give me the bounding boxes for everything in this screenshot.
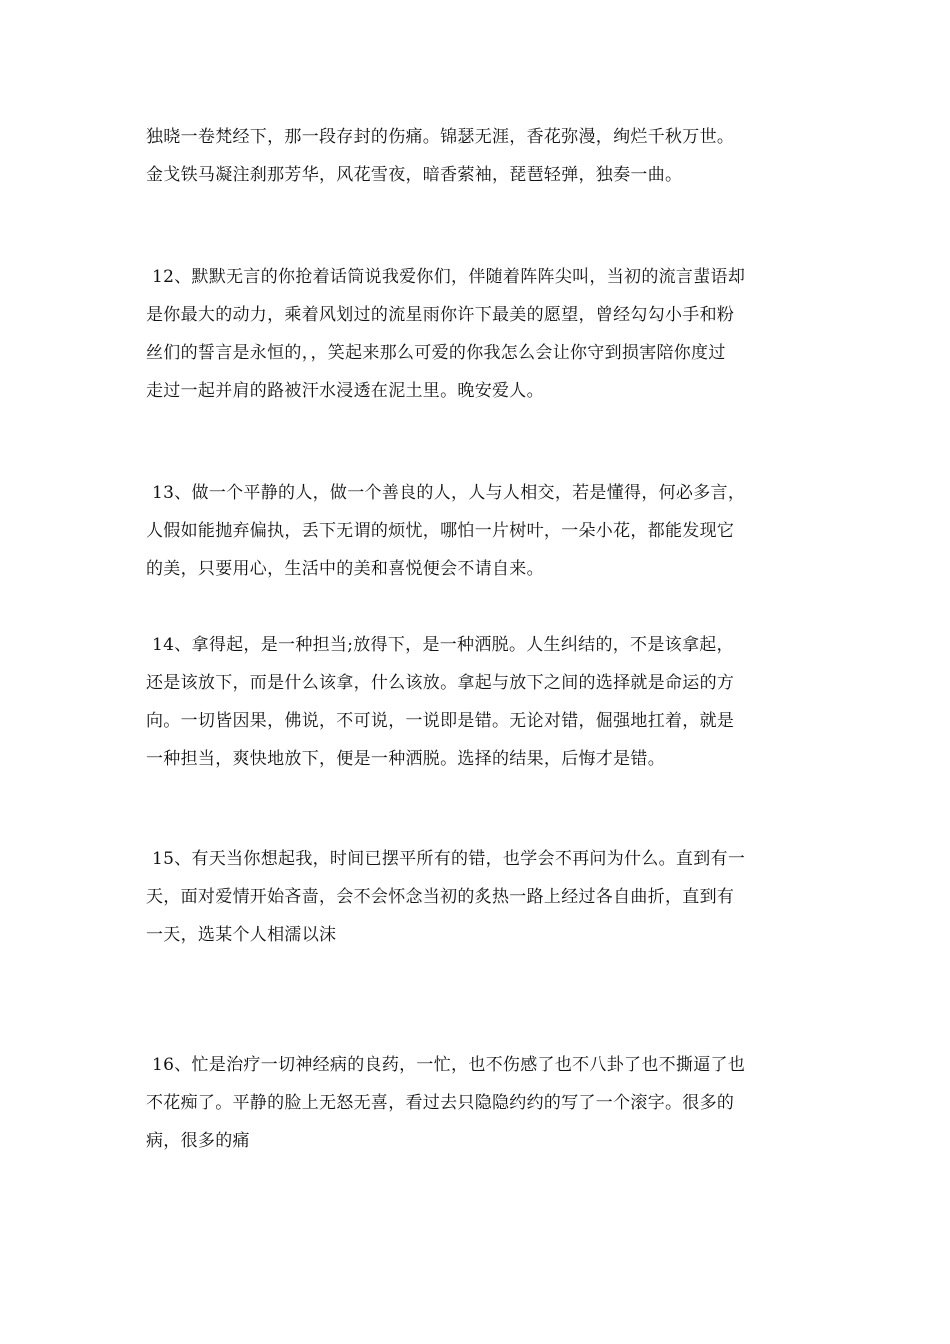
paragraph-11-continuation — [146, 118, 811, 194]
paragraph-16 — [146, 1046, 811, 1160]
text-line: 丝们的誓言是永恒的，，笑起来那么可爱的你我怎么会让你守到损害陪你度过 — [146, 343, 726, 363]
text-line: 12、默默无言的你抢着话筒说我爱你们，伴随着阵阵尖叫，当初的流言蜚语却 — [152, 267, 746, 287]
text-line: 金戈铁马凝注刹那芳华，风花雪夜，暗香萦袖，琵琶轻弹，独奏一曲。 — [146, 165, 683, 185]
text-line: 一种担当，爽快地放下，便是一种洒脱。选择的结果，后悔才是错。 — [146, 749, 665, 769]
text-line: 人假如能抛弃偏执，丢下无谓的烦忧，哪怕一片树叶，一朵小花，都能发现它 — [146, 521, 735, 541]
text-line: 天，面对爱情开始吝啬，会不会怀念当初的炙热一路上经过各自曲折，直到有 — [146, 887, 735, 907]
text-line: 14、拿得起，是一种担当;放得下，是一种洒脱。人生纠结的，不是该拿起， — [152, 635, 734, 655]
text-line: 不花痴了。平静的脸上无怒无喜，看过去只隐隐约约的写了一个滚字。很多的 — [146, 1093, 735, 1113]
paragraph-12 — [146, 258, 811, 410]
text-line: 向。一切皆因果，佛说，不可说，一说即是错。无论对错，倔强地扛着，就是 — [146, 711, 735, 731]
paragraph-13 — [146, 474, 811, 588]
text-line: 独晓一卷梵经下，那一段存封的伤痛。锦瑟无涯，香花弥漫，绚烂千秋万世。 — [146, 127, 735, 147]
text-line: 还是该放下，而是什么该拿，什么该放。拿起与放下之间的选择就是命运的方 — [146, 673, 735, 693]
text-line: 16、忙是治疗一切神经病的良药，一忙，也不伤感了也不八卦了也不撕逼了也 — [152, 1055, 746, 1075]
paragraph-14 — [146, 626, 811, 778]
paragraph-15 — [146, 840, 811, 954]
text-line: 病，很多的痛 — [146, 1131, 250, 1151]
text-line: 13、做一个平静的人，做一个善良的人，人与人相交，若是懂得，何必多言， — [152, 483, 746, 503]
text-line: 走过一起并肩的路被汗水浸透在泥土里。晚安爱人。 — [146, 381, 544, 401]
text-line: 是你最大的动力，乘着风划过的流星雨你许下最美的愿望，曾经勾勾小手和粉 — [146, 305, 735, 325]
text-line: 15、有天当你想起我，时间已摆平所有的错，也学会不再问为什么。直到有一 — [152, 849, 746, 869]
text-line: 的美，只要用心，生活中的美和喜悦便会不请自来。 — [146, 559, 544, 579]
text-line: 一天，选某个人相濡以沫 — [146, 925, 337, 945]
